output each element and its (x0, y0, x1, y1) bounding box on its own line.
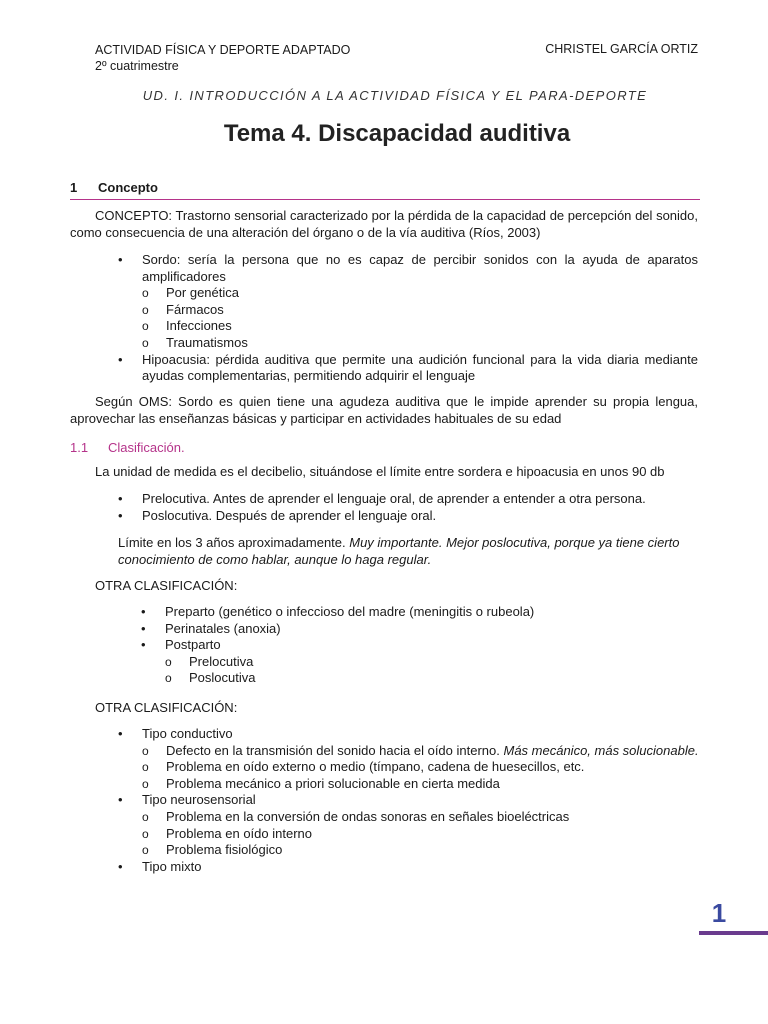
sub-item (165, 654, 701, 671)
sub-item-text: Fármacos (166, 301, 224, 317)
sub-item (142, 759, 700, 776)
list-item-text: Poslocutiva. Después de aprender el lenguaje oral. (142, 507, 437, 523)
list-item (118, 352, 698, 385)
sub-item (142, 302, 698, 319)
page-number: 1 (711, 898, 727, 928)
sub-item (142, 335, 698, 352)
concept-text: CONCEPTO: Trastorno sensorial caracterizado por la pérdida de la capacidad de percepción del sonido, como consecuencia de una alteración del órgano o de la vía auditiva (Ríos, 2003) (70, 208, 698, 240)
sub-item (142, 285, 698, 302)
other-classification-label: OTRA CLASIFICACIÓN: (95, 578, 238, 593)
list-item-text: Tipo mixto (142, 858, 202, 874)
concept-list (118, 252, 698, 385)
sub-item-text: Problema mecánico a priori solucionable en cierta medida (166, 775, 500, 791)
section-heading-clasificacion (70, 440, 185, 455)
sub-item (142, 743, 700, 760)
concept-paragraph (70, 208, 698, 241)
language-list (118, 491, 698, 524)
limit-note-emphasis: Muy importante. Mejor poslocutiva, porque ya tiene cierto conocimiento de como hablar, aunque lo haga regular. (118, 535, 680, 567)
unit-paragraph: La unidad de medida es el decibelio, situándose el límite entre sordera e hipoacusia en unos 90 db (95, 464, 665, 479)
sub-item (142, 842, 700, 859)
list-item-text: Postparto (165, 637, 221, 653)
other-classification-label: OTRA CLASIFICACIÓN: (95, 700, 238, 715)
header-author: CHRISTEL GARCÍA ORTIZ (545, 42, 698, 56)
section-heading-concepto (70, 180, 700, 200)
sub-item (142, 809, 700, 826)
oms-text: Según OMS: Sordo es quien tiene una agudeza auditiva que le impide aprender su propia lengua, aprovechar las enseñanzas básicas y participar en actividades habituales de su edad (70, 394, 698, 426)
section-number: 1 (70, 180, 78, 195)
sub-item-text: Problema fisiológico (166, 842, 283, 858)
list-item (118, 726, 700, 792)
page-number-underline (699, 931, 768, 935)
list-item-text: Sordo: sería la persona que no es capaz de percibir sonidos con la ayuda de aparatos amplificadores (142, 252, 698, 284)
type-list (118, 726, 700, 875)
sub-item (165, 670, 701, 687)
section-title: Clasificación. (108, 440, 185, 455)
list-item (118, 508, 698, 525)
sub-item-text: Infecciones (166, 318, 232, 334)
unit-title: UD. I. INTRODUCCIÓN A LA ACTIVIDAD FÍSICA Y EL PARA-DEPORTE (142, 88, 648, 103)
list-item-text: Prelocutiva. Antes de aprender el lenguaje oral, de aprender a entender a otra persona. (142, 491, 646, 506)
header-course: ACTIVIDAD FÍSICA Y DEPORTE ADAPTADO (95, 43, 351, 57)
section-number: 1.1 (70, 440, 89, 455)
sub-item-text: Defecto en la transmisión del sonido hacia el oído interno. (166, 742, 504, 758)
page-title: Tema 4. Discapacidad auditiva (223, 120, 571, 147)
list-item (118, 859, 700, 876)
header-term: 2º cuatrimestre (95, 59, 179, 73)
section-title: Concepto (98, 180, 158, 195)
limit-note (118, 535, 700, 568)
limit-note-text: Límite en los 3 años aproximadamente. (118, 535, 350, 550)
header-course-block (95, 42, 350, 74)
list-item-text: Hipoacusia: pérdida auditiva que permite una audición funcional para la vida diaria mediante ayudas complementarias, permitiendo adquirir el lenguaje (142, 351, 698, 384)
list-item-text: Tipo neurosensorial (142, 792, 256, 808)
oms-paragraph (70, 394, 698, 427)
sub-item-text: Poslocutiva (189, 670, 256, 686)
list-item-text: Tipo conductivo (142, 726, 233, 741)
list-item-text: Preparto (genético o infeccioso del madre (meningitis o rubeola) (165, 604, 535, 619)
sub-item-text: Problema en oído externo o medio (tímpano, cadena de huesecillos, etc. (166, 759, 585, 775)
sub-item (142, 776, 700, 793)
sub-item-text: Problema en oído interno (166, 825, 312, 841)
timing-list (141, 604, 701, 687)
sub-item-text: Problema en la conversión de ondas sonoras en señales bioeléctricas (166, 808, 570, 824)
list-item (141, 604, 701, 621)
sub-item-text: Por genética (166, 285, 239, 301)
list-item (141, 637, 701, 687)
list-item (118, 792, 700, 858)
sub-item-text: Traumatismos (166, 334, 248, 350)
sub-item-text: Prelocutiva (189, 653, 254, 669)
sub-item-emphasis: Más mecánico, más solucionable. (503, 742, 699, 758)
list-item (141, 621, 701, 638)
list-item (118, 252, 698, 352)
list-item-text: Perinatales (anoxia) (165, 620, 281, 636)
list-item (118, 491, 698, 508)
sub-item (142, 826, 700, 843)
sub-item (142, 318, 698, 335)
